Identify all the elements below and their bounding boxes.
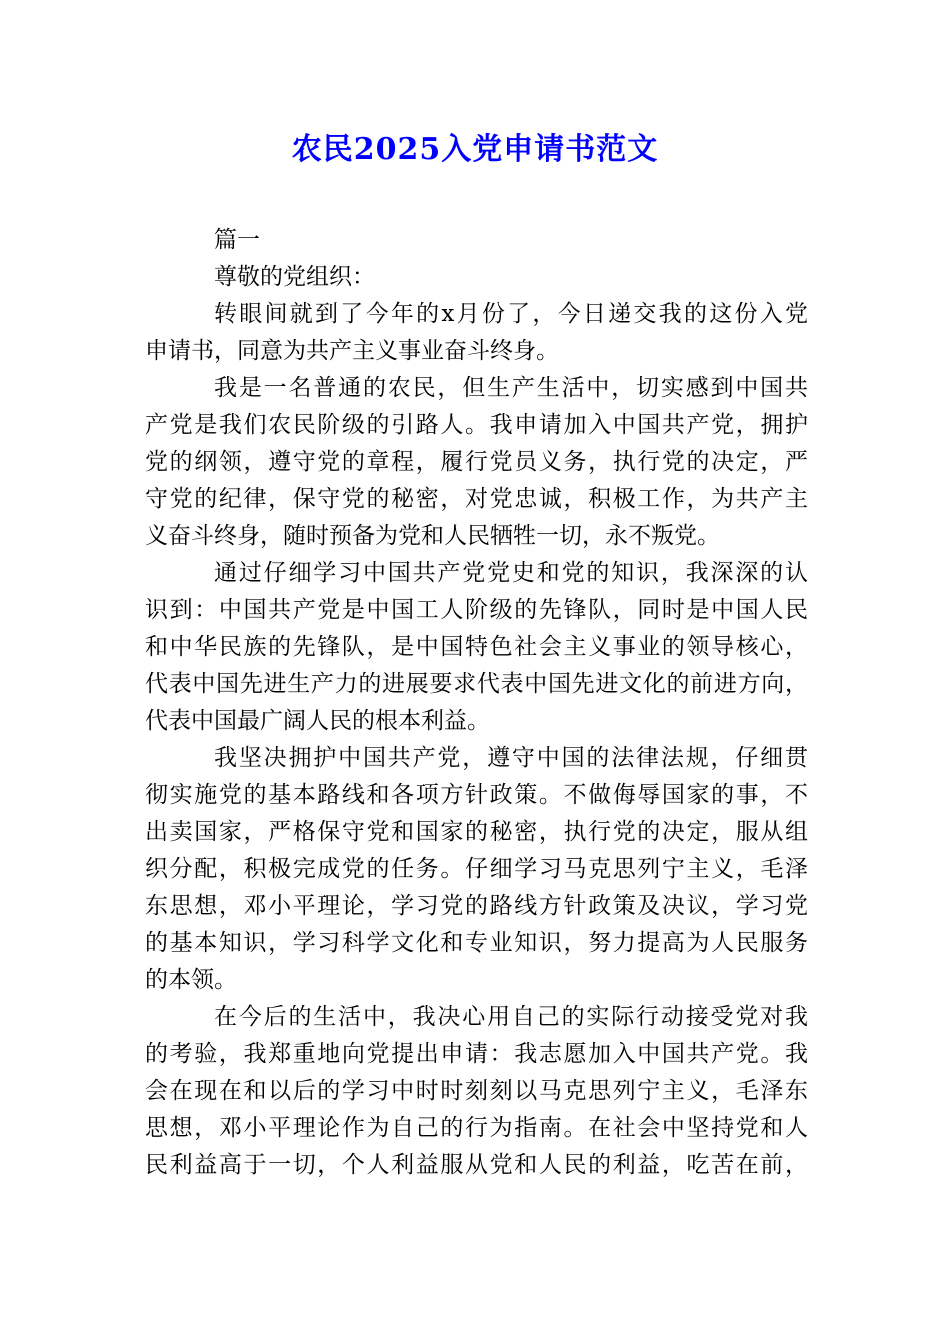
text-line: 的考验，我郑重地向党提出申请：我志愿加入中国共产党。我 (145, 1041, 808, 1067)
text-line: 通过仔细学习中国共产党党史和党的知识，我深深的认 (214, 560, 808, 586)
text-line: 申请书，同意为共产主义事业奋斗终身。 (145, 338, 559, 364)
text-line: 会在现在和以后的学习中时时刻刻以马克思列宁主义，毛泽东 (145, 1078, 808, 1104)
text-line: 义奋斗终身，随时预备为党和人民牺牲一切，永不叛党。 (145, 523, 720, 549)
text-line: 织分配，积极完成党的任务。仔细学习马克思列宁主义，毛泽 (145, 856, 808, 882)
text-line: 民利益高于一切，个人利益服从党和人民的利益，吃苦在前， (145, 1152, 808, 1178)
text-line: 代表中国最广阔人民的根本利益。 (145, 708, 490, 734)
document-title: 农民2025入党申请书范文 (291, 132, 659, 167)
text-line: 我坚决拥护中国共产党，遵守中国的法律法规，仔细贯 (214, 745, 808, 771)
text-line: 识到：中国共产党是中国工人阶级的先锋队，同时是中国人民 (145, 597, 808, 623)
text-line: 思想，邓小平理论作为自己的行为指南。在社会中坚持党和人 (145, 1115, 808, 1141)
text-line: 转眼间就到了今年的x月份了，今日递交我的这份入党 (214, 301, 808, 327)
text-line: 产党是我们农民阶级的引路人。我申请加入中国共产党，拥护 (145, 412, 808, 438)
text-line: 尊敬的党组织： (214, 264, 375, 290)
text-line: 出卖国家，严格保守党和国家的秘密，执行党的决定，服从组 (145, 819, 808, 845)
text-line: 篇一 (214, 227, 260, 253)
text-line: 代表中国先进生产力的进展要求代表中国先进文化的前进方向， (145, 671, 808, 697)
text-line: 党的纲领，遵守党的章程，履行党员义务，执行党的决定，严 (145, 449, 808, 475)
text-line: 东思想，邓小平理论，学习党的路线方针政策及决议，学习党 (145, 893, 808, 919)
text-line: 的本领。 (145, 967, 237, 993)
document-body (145, 222, 808, 1184)
text-line: 彻实施党的基本路线和各项方针政策。不做侮辱国家的事，不 (145, 782, 808, 808)
text-line: 和中华民族的先锋队，是中国特色社会主义事业的领导核心， (145, 634, 808, 660)
text-line: 的基本知识，学习科学文化和专业知识，努力提高为人民服务 (145, 930, 808, 956)
text-line: 在今后的生活中，我决心用自己的实际行动接受党对我 (214, 1004, 808, 1030)
text-line: 我是一名普通的农民，但生产生活中，切实感到中国共 (214, 375, 808, 401)
text-line: 守党的纪律，保守党的秘密，对党忠诚，积极工作，为共产主 (145, 486, 808, 512)
